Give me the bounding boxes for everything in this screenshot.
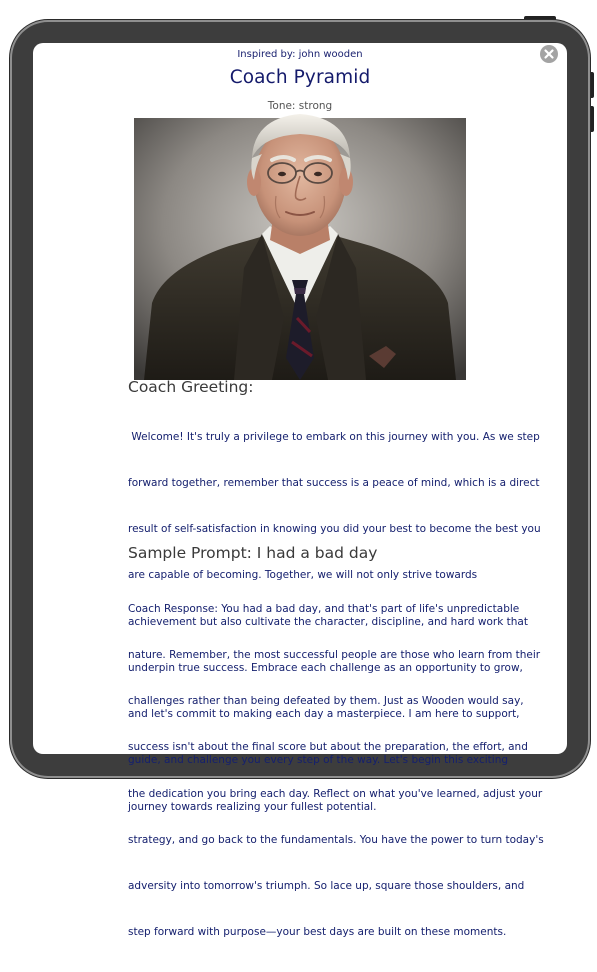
screen — [33, 43, 567, 939]
greeting-line: and let's commit to making each day a masterpiece. I am here to support, — [128, 708, 520, 721]
coach-portrait — [134, 118, 466, 380]
response-line: the dedication you bring each day. Reflect on what you've learned, adjust your — [128, 787, 543, 800]
sample-prompt-heading: Sample Prompt: I had a bad day — [128, 544, 378, 562]
coach-greeting-heading: Coach Greeting: — [128, 378, 254, 396]
greeting-line: underpin true success. Embrace each challenge as an opportunity to grow, — [128, 661, 523, 674]
response-line: success isn't about the final score but about the preparation, the effort, and — [128, 741, 528, 754]
greeting-line: forward together, remember that success is a peace of mind, which is a direct — [128, 477, 540, 490]
response-line: adversity into tomorrow's triumph. So lace up, square those shoulders, and — [128, 880, 525, 893]
device-volume-up-button — [590, 72, 594, 98]
greeting-line: achievement but also cultivate the character, discipline, and hard work that — [128, 615, 528, 628]
greeting-line: Welcome! It's truly a privilege to embark on this journey with you. As we step — [128, 430, 540, 443]
response-line: strategy, and go back to the fundamentals. You have the power to turn today's — [128, 833, 544, 846]
coach-portrait-image — [134, 118, 466, 380]
greeting-line: are capable of becoming. Together, we will not only strive towards — [128, 569, 478, 582]
greeting-line: journey towards realizing your fullest potential. — [128, 800, 377, 813]
coach-response-text — [128, 571, 546, 972]
page-title: Coach Pyramid — [229, 67, 371, 88]
response-line: nature. Remember, the most successful people are those who learn from their — [128, 649, 541, 662]
device-volume-down-button — [590, 106, 594, 132]
greeting-line: guide, and challenge you every step of the way. Let's begin this exciting — [128, 754, 509, 767]
response-line: step forward with purpose—your best days are built on these moments. — [128, 926, 507, 939]
response-line: challenges rather than being defeated by them. Just as Wooden would say, — [128, 695, 524, 708]
tone-label: Tone: strong — [267, 100, 333, 112]
inspired-by-label: Inspired by: john wooden — [237, 49, 363, 60]
greeting-line: result of self-satisfaction in knowing you did your best to become the best you — [128, 523, 541, 536]
response-line: Coach Response: You had a bad day, and that's part of life's unpredictable — [128, 602, 520, 615]
